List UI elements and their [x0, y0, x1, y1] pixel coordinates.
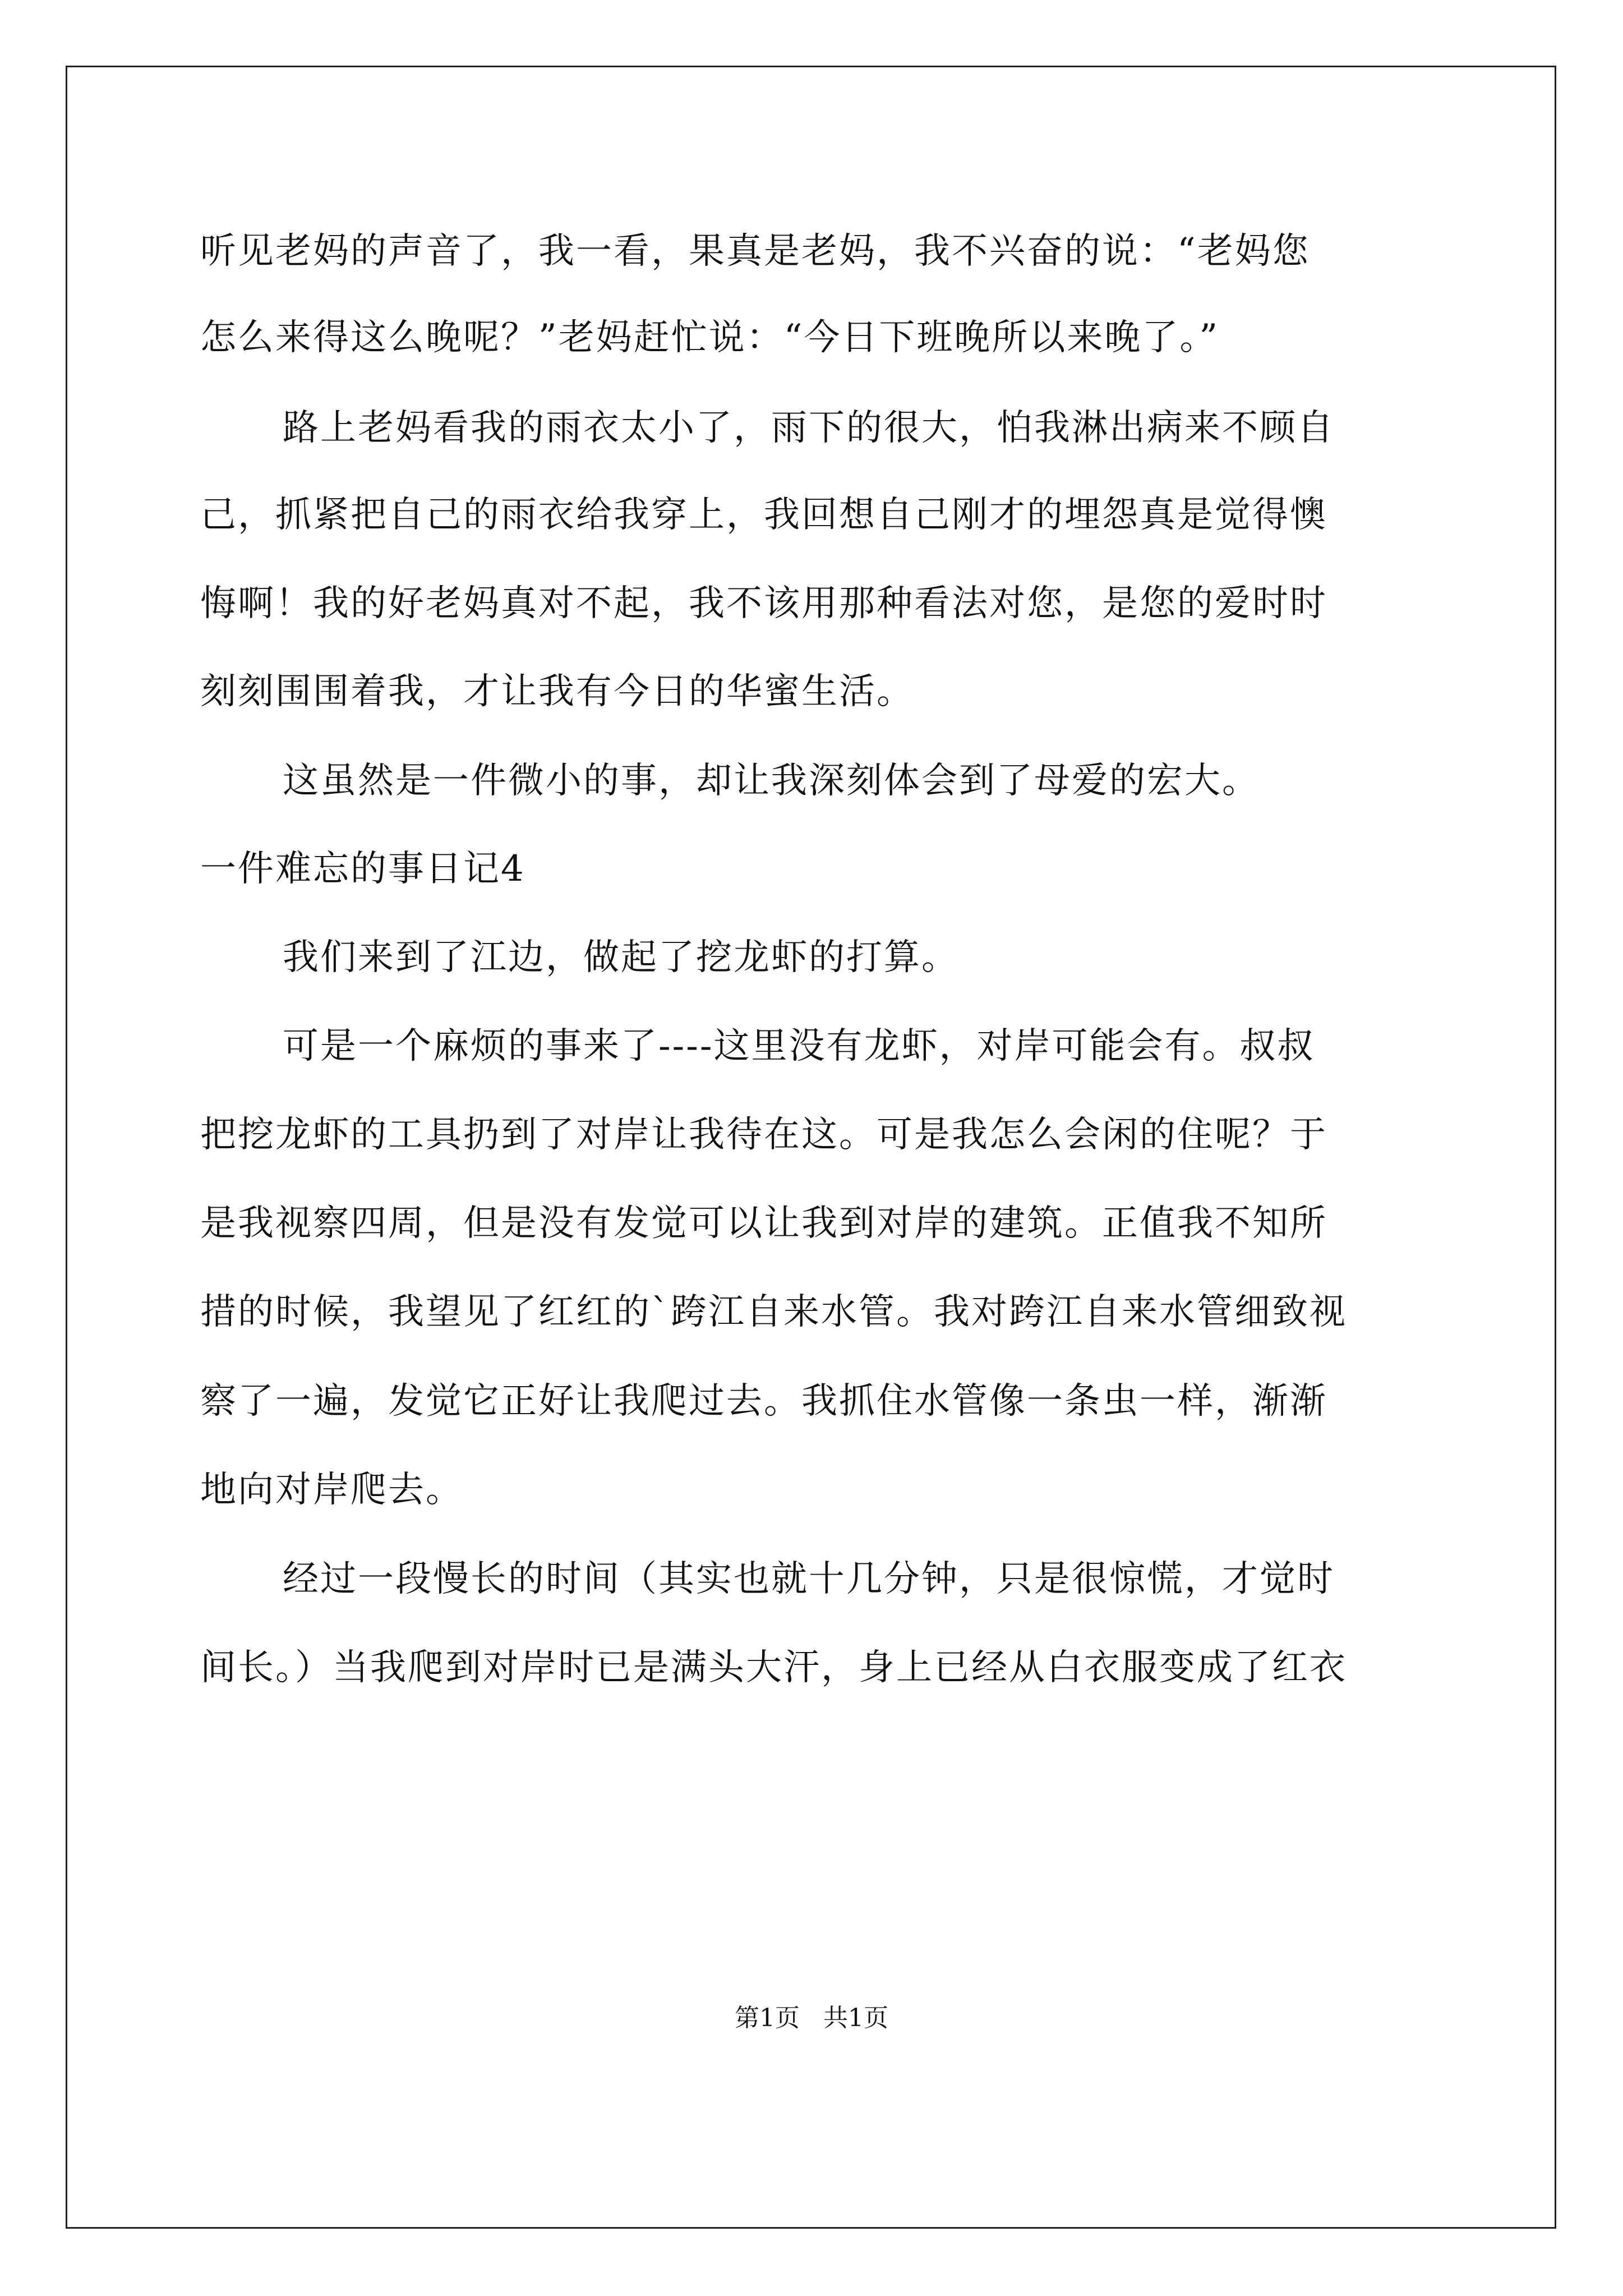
text-line: 把挖龙虾的工具扔到了对岸让我待在这。可是我怎么会闲的住呢？于 [200, 1114, 1327, 1156]
page-number-footer: 第1页 共1页 [735, 2004, 888, 2032]
paragraph-start-line: 路上老妈看我的雨衣太小了，雨下的很大，怕我淋出病来不顾自 [283, 407, 1335, 449]
paragraph-start-line: 经过一段慢长的时间（其实也就十几分钟，只是很惊慌，才觉时 [283, 1558, 1335, 1600]
text-line: 己，抓紧把自己的雨衣给我穿上，我回想自己刚才的埋怨真是觉得懊 [200, 494, 1327, 536]
paragraph-start-line: 可是一个麻烦的事来了----这里没有龙虾，对岸可能会有。叔叔 [283, 1025, 1315, 1067]
text-line: 听见老妈的声音了，我一看，果真是老妈，我不兴奋的说：“老妈您 [200, 231, 1310, 272]
text-line: 刻刻围围着我，才让我有今日的华蜜生活。 [200, 671, 914, 712]
paragraph-start-line: 这虽然是一件微小的事，却让我深刻体会到了母爱的宏大。 [283, 760, 1260, 802]
text-line: 措的时候，我望见了红红的`跨江自来水管。我对跨江自来水管细致视 [200, 1291, 1347, 1333]
paragraph-start-line: 我们来到了江边，做起了挖龙虾的打算。 [283, 937, 959, 978]
text-line: 察了一遍，发觉它正好让我爬过去。我抓住水管像一条虫一样，渐渐 [200, 1381, 1327, 1422]
text-line: 悔啊！我的好老妈真对不起，我不该用那种看法对您，是您的爱时时 [200, 583, 1327, 624]
text-line: 怎么来得这么晚呢？”老妈赶忙说：“今日下班晚所以来晚了。” [200, 317, 1220, 358]
text-line: 是我视察四周，但是没有发觉可以让我到对岸的建筑。正值我不知所 [200, 1203, 1327, 1244]
text-line: 间长。）当我爬到对岸时已是满头大汗，身上已经从白衣服变成了红衣 [200, 1647, 1347, 1688]
text-line: 地向对岸爬去。 [200, 1469, 463, 1511]
section-heading: 一件难忘的事日记4 [200, 848, 525, 890]
